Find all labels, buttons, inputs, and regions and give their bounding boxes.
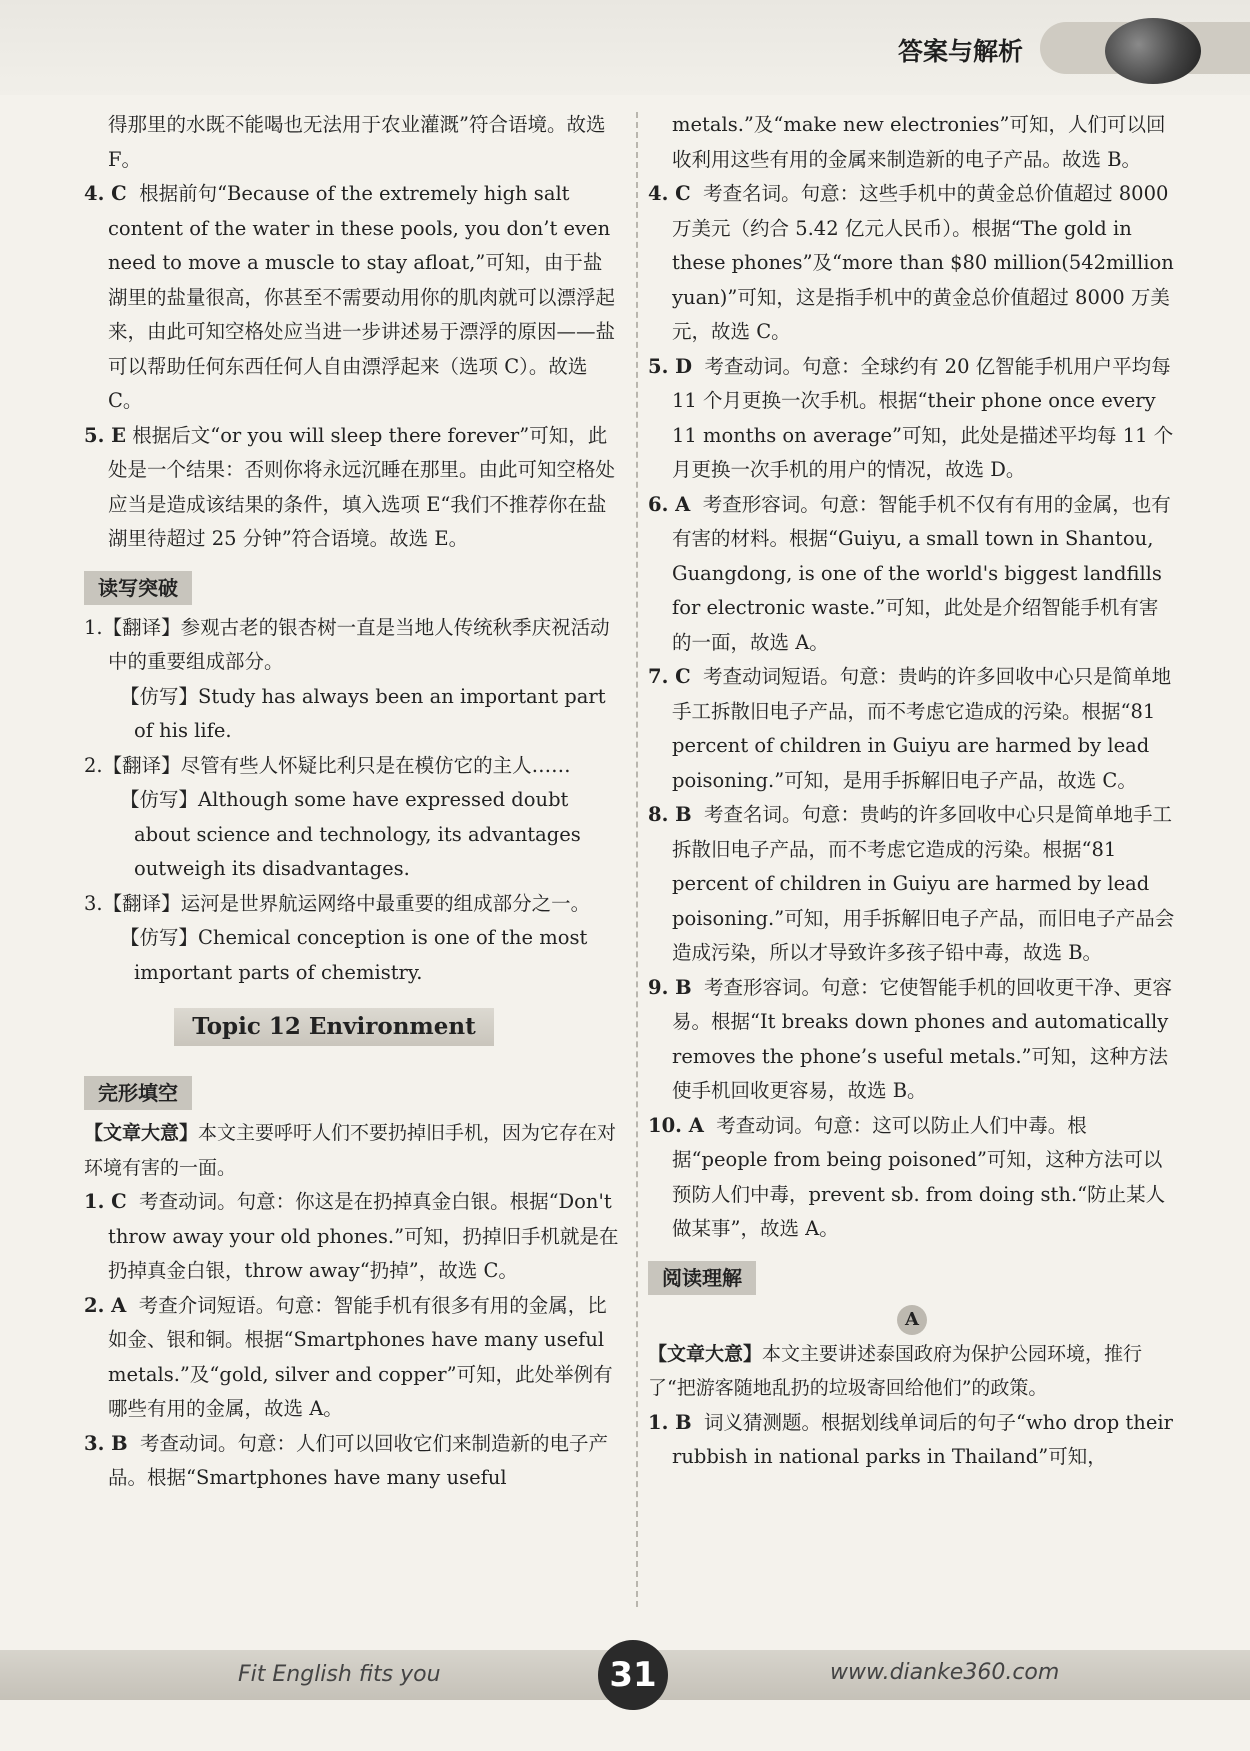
answer-text: 考查动词。句意：这可以防止人们中毒。根据“people from being poisoned”可知，这种方法可以预防人们中毒，prevent sb. from doing sth.“防止某人做某事”，故选 A。: [672, 1113, 1166, 1240]
answer-number: 4. C: [648, 182, 691, 205]
header-label: 答案与解析: [898, 37, 1024, 66]
page-number: 31: [598, 1640, 668, 1710]
continuation-text: 得那里的水既不能喝也无法用于农业灌溉”符合语境。故选 F。: [108, 113, 606, 171]
answer-number: 4. C: [84, 182, 127, 205]
answer-item: [648, 177, 1176, 350]
answer-text: 根据后文“or you will sleep there forever”可知，此处是一个结果：否则你将永远沉睡在那里。由此可知空格处应当是造成该结果的条件，填入选项 E“我们不推荐你在盐湖里待超过 25 分钟”符合语境。故选 E。: [108, 423, 616, 550]
column-divider: [636, 112, 638, 1607]
answer-number: 5. D: [648, 354, 693, 378]
answer-item: [84, 1427, 619, 1496]
answer-item: [84, 419, 619, 557]
answer-item: [84, 1289, 619, 1427]
answer-number: 8. B: [648, 803, 692, 826]
answer-number: 1. B: [648, 1410, 692, 1434]
answer-text: 考查动词。句意：全球约有 20 亿智能手机用户平均每 11 个月更换一次手机。根据“their phone once every 11 months on average”可知，此处是描述平均每 11 个月更换一次手机的用户的情况，故选 D。: [672, 354, 1174, 481]
article-summary: [84, 1116, 619, 1185]
answer-number: 5. E: [84, 423, 127, 447]
summary-text: 本文主要讲述泰国政府为保护公园环境，推行了“把游客随地乱扔的垃圾寄回给他们”的政策。: [648, 1342, 1143, 1399]
answer-item: [84, 177, 619, 419]
answer-item: [648, 660, 1176, 798]
answer-item: [648, 1406, 1176, 1475]
answer-text: 根据前句“Because of the extremely high salt content of the water in these pools, you don’t even need to move a muscle to stay afloat,”可知，由于盐湖里的盐量很高，你甚至不需要动用你的肌肉就可以漂浮起来，由此可知空格处应当进一步讲述易于漂浮的原因——盐可以帮助任何东西任何人自由漂浮起来（选项 C）。故选 C。: [108, 182, 616, 412]
section-tag-cloze: 完形填空: [84, 1076, 192, 1110]
answer-number: 10. A: [648, 1113, 704, 1137]
imitation-item: 【仿写】Chemical conception is one of the most important parts of chemistry.: [120, 926, 588, 984]
answer-item: [648, 350, 1176, 488]
answer-item: [648, 798, 1176, 971]
answer-text: 考查形容词。句意：它使智能手机的回收更干净、更容易。根据“It breaks down phones and automatically removes the phone’s useful metals.”可知，这种方法使手机回收更容易，故选 B。: [672, 975, 1173, 1102]
answer-number: 6. A: [648, 492, 691, 516]
imitation-item: 【仿写】Study has always been an important part of his life.: [120, 684, 606, 742]
answer-number: 3. B: [84, 1431, 128, 1455]
right-column: [648, 108, 1176, 1475]
translation-item: 3.【翻译】运河是世界航运网络中最重要的组成部分之一。: [84, 891, 591, 915]
globe-icon: [1105, 18, 1201, 84]
answer-number: 2. A: [84, 1293, 127, 1317]
footer-slogan: Fit English fits you: [238, 1662, 441, 1687]
answer-number: 9. B: [648, 975, 692, 999]
answer-item: [648, 488, 1176, 661]
topic-title: Topic 12 Environment: [174, 1008, 494, 1046]
article-summary: [648, 1337, 1176, 1406]
answer-text: 考查动词。句意：你这是在扔掉真金白银。根据“Don't throw away your old phones.”可知，扔掉旧手机就是在扔掉真金白银，throw away“扔掉”，故选 C。: [108, 1190, 619, 1282]
answer-item: [648, 971, 1176, 1109]
answer-item: [648, 1109, 1176, 1247]
footer-url: www.dianke360.com: [830, 1660, 1060, 1685]
answer-text: 考查名词。句意：这些手机中的黄金总价值超过 8000 万美元（约合 5.42 亿元人民币）。根据“The gold in these phones”及“more than $80 million(542million yuan)”可知，这是指手机中的黄金总价值超过 8000 万美元，故选 C。: [672, 182, 1174, 343]
answer-text: 考查名词。句意：贵屿的许多回收中心只是简单地手工拆散旧电子产品，而不考虑它造成的污染。根据“81 percent of children in Guiyu are harmed by lead poisoning.”可知，用手拆解旧电子产品，而旧电子产品会造成污染，所以才导致许多孩子铅中毒，故选 B。: [672, 803, 1175, 964]
answer-text: 考查动词短语。句意：贵屿的许多回收中心只是简单地手工拆散旧电子产品，而不考虑它造成的污染。根据“81 percent of children in Guiyu are harmed by lead poisoning.”可知，是用手拆解旧电子产品，故选 C。: [672, 665, 1172, 792]
answer-text: 考查介词短语。句意：智能手机有很多有用的金属，比如金、银和铜。根据“Smartphones have many useful metals.”及“gold, silver and copper”可知，此处举例有哪些有用的金属，故选 A。: [108, 1293, 613, 1420]
answer-text: 考查动词。句意：人们可以回收它们来制造新的电子产品。根据“Smartphones have many useful: [108, 1431, 609, 1489]
left-column: [84, 108, 619, 1496]
summary-tag: 【文章大意】: [648, 1342, 763, 1365]
translation-item: 1.【翻译】参观古老的银杏树一直是当地人传统秋季庆祝活动中的重要组成部分。: [84, 615, 610, 673]
continuation-text: metals.”及“make new electronies”可知，人们可以回收利用这些有用的金属来制造新的电子产品。故选 B。: [672, 113, 1166, 171]
answer-number: 7. C: [648, 665, 691, 688]
answer-item: [84, 1185, 619, 1289]
answer-text: 词义猜测题。根据划线单词后的句子“who drop their rubbish in national parks in Thailand”可知，: [672, 1410, 1173, 1468]
section-tag-reading: 阅读理解: [648, 1261, 756, 1295]
summary-tag: 【文章大意】: [84, 1122, 199, 1144]
translation-item: 2.【翻译】尽管有些人怀疑比利只是在模仿它的主人……: [84, 753, 571, 777]
section-tag-reading-writing: 读写突破: [84, 571, 192, 605]
summary-text: 本文主要呼吁人们不要扔掉旧手机，因为它存在对环境有害的一面。: [84, 1122, 617, 1179]
answer-text: 考查形容词。句意：智能手机不仅有有用的金属，也有有害的材料。根据“Guiyu, a small town in Shantou, Guangdong, is one of the world's biggest landfills for electronic waste.”可知，此处是介绍智能手机有害的一面，故选 A。: [672, 492, 1171, 654]
answer-number: 1. C: [84, 1190, 127, 1213]
passage-letter: A: [897, 1305, 927, 1335]
imitation-item: 【仿写】Although some have expressed doubt about science and technology, its advantages outweigh its disadvantages.: [120, 788, 581, 880]
